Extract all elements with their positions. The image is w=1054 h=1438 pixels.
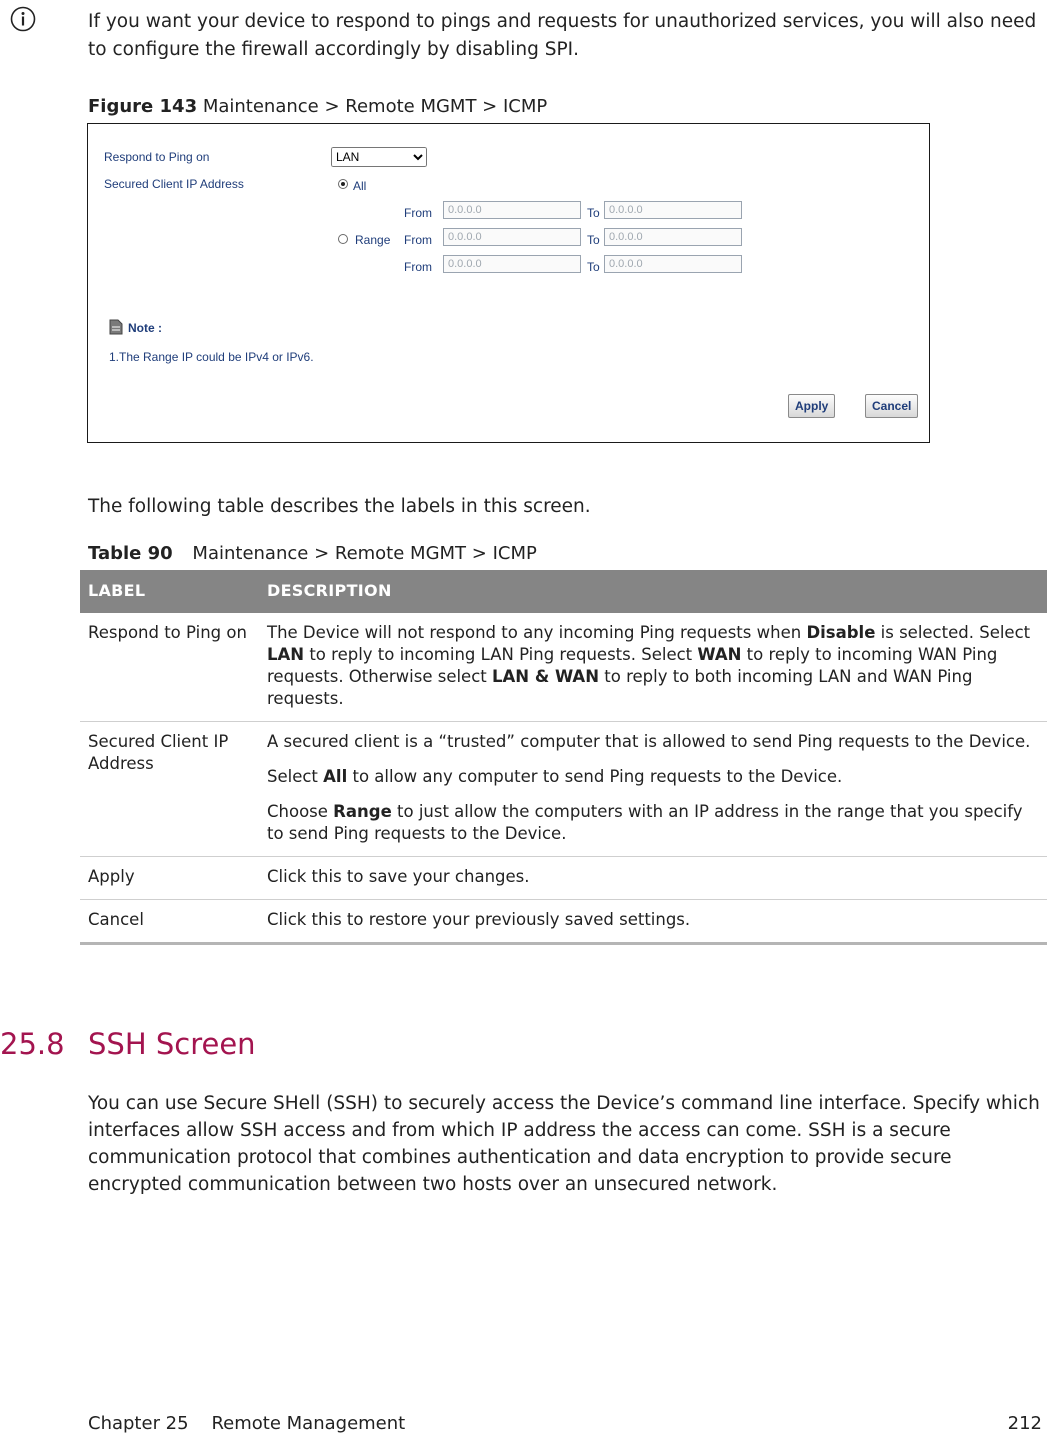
desc-paragraph xyxy=(267,766,1039,788)
description-table xyxy=(80,570,1047,945)
header-description: DESCRIPTION xyxy=(259,570,1047,613)
page-number: 212 xyxy=(1007,1413,1042,1434)
apply-button[interactable]: Apply xyxy=(788,394,835,418)
to-label: To xyxy=(587,206,600,220)
desc-text: to reply to both incoming LAN and WAN Ping requests. xyxy=(267,667,973,708)
desc-paragraph: A secured client is a “trusted” computer that is allowed to send Ping requests to the Device. xyxy=(267,732,1031,751)
to-label: To xyxy=(587,233,600,247)
row-label: Cancel xyxy=(80,900,259,944)
section-title: SSH Screen xyxy=(88,1027,256,1061)
desc-text: to reply to incoming WAN Ping requests. Otherwise select xyxy=(267,645,998,686)
figure-title: Maintenance > Remote MGMT > ICMP xyxy=(202,96,548,117)
table-row xyxy=(80,900,1047,944)
desc-bold: Disable xyxy=(806,623,876,642)
all-label: All xyxy=(353,179,367,193)
desc-bold: LAN & WAN xyxy=(492,667,600,686)
table-row xyxy=(80,857,1047,900)
desc-text: Choose xyxy=(267,802,334,821)
desc-text: to reply to incoming LAN Ping requests. Select xyxy=(304,645,698,664)
respond-to-ping-select[interactable] xyxy=(331,147,427,167)
from-ip-input[interactable] xyxy=(443,255,581,273)
table-row xyxy=(80,613,1047,722)
info-icon xyxy=(10,6,36,32)
row-description: Click this to restore your previously saved settings. xyxy=(259,900,1047,944)
to-ip-input[interactable] xyxy=(604,228,742,246)
to-label: To xyxy=(587,260,600,274)
desc-bold: WAN xyxy=(697,645,742,664)
from-ip-input[interactable] xyxy=(443,201,581,219)
row-description: Click this to save your changes. xyxy=(259,857,1047,900)
table-header-row xyxy=(80,570,1047,613)
to-ip-input[interactable] xyxy=(604,201,742,219)
from-ip-input[interactable] xyxy=(443,228,581,246)
table-row xyxy=(80,722,1047,857)
from-label: From xyxy=(404,233,432,247)
cancel-button[interactable]: Cancel xyxy=(865,394,918,418)
row-label: Respond to Ping on xyxy=(80,613,259,722)
range-label: Range xyxy=(355,233,391,247)
desc-bold: All xyxy=(323,767,348,786)
intro-text: The following table describes the labels in this screen. xyxy=(88,496,591,517)
desc-text: to allow any computer to send Ping requests to the Device. xyxy=(347,767,843,786)
desc-text: is selected. Select xyxy=(875,623,1031,642)
all-radio[interactable] xyxy=(338,179,348,189)
table-label: Table 90 xyxy=(88,543,173,564)
desc-bold: LAN xyxy=(267,645,305,664)
respond-to-ping-label: Respond to Ping on xyxy=(104,150,210,164)
table-title: Maintenance > Remote MGMT > ICMP xyxy=(192,543,537,564)
figure-caption xyxy=(88,96,547,117)
row-label: Apply xyxy=(80,857,259,900)
section-body: You can use Secure SHell (SSH) to securely access the Device’s command line interface. Specify which interfaces allow SSH access and from which IP address the access can come. SSH is a secure communication protocol that combines authentication and data encryption to provide secure encrypted communication between two hosts over an unsecured network. xyxy=(88,1093,1040,1195)
note-title: Note : xyxy=(128,321,162,335)
range-radio[interactable] xyxy=(338,234,348,244)
note-line: 1.The Range IP could be IPv4 or IPv6. xyxy=(109,350,314,364)
figure-label: Figure 143 xyxy=(88,96,198,117)
row-description xyxy=(259,613,1047,722)
desc-text: The Device will not respond to any incoming Ping requests when xyxy=(267,623,807,642)
from-label: From xyxy=(404,206,432,220)
secured-client-label: Secured Client IP Address xyxy=(104,177,244,191)
row-label: Secured Client IP Address xyxy=(80,722,259,857)
desc-text: to just allow the computers with an IP address in the range that you specify to send Ping requests to the Device. xyxy=(267,802,1023,843)
from-label: From xyxy=(404,260,432,274)
row-description xyxy=(259,722,1047,857)
header-label: LABEL xyxy=(80,570,259,613)
note-icon xyxy=(109,319,123,335)
desc-text: Select xyxy=(267,767,324,786)
note-text: If you want your device to respond to pings and requests for unauthorized services, you will also need to configure the firewall accordingly by disabling SPI. xyxy=(88,11,1037,60)
icmp-screenshot xyxy=(87,123,930,443)
table-caption xyxy=(88,543,537,564)
section-number: 25.8 xyxy=(0,1027,65,1061)
desc-bold: Range xyxy=(333,802,392,821)
footer-chapter: Chapter 25 Remote Management xyxy=(88,1413,406,1434)
to-ip-input[interactable] xyxy=(604,255,742,273)
desc-paragraph xyxy=(267,801,1039,845)
